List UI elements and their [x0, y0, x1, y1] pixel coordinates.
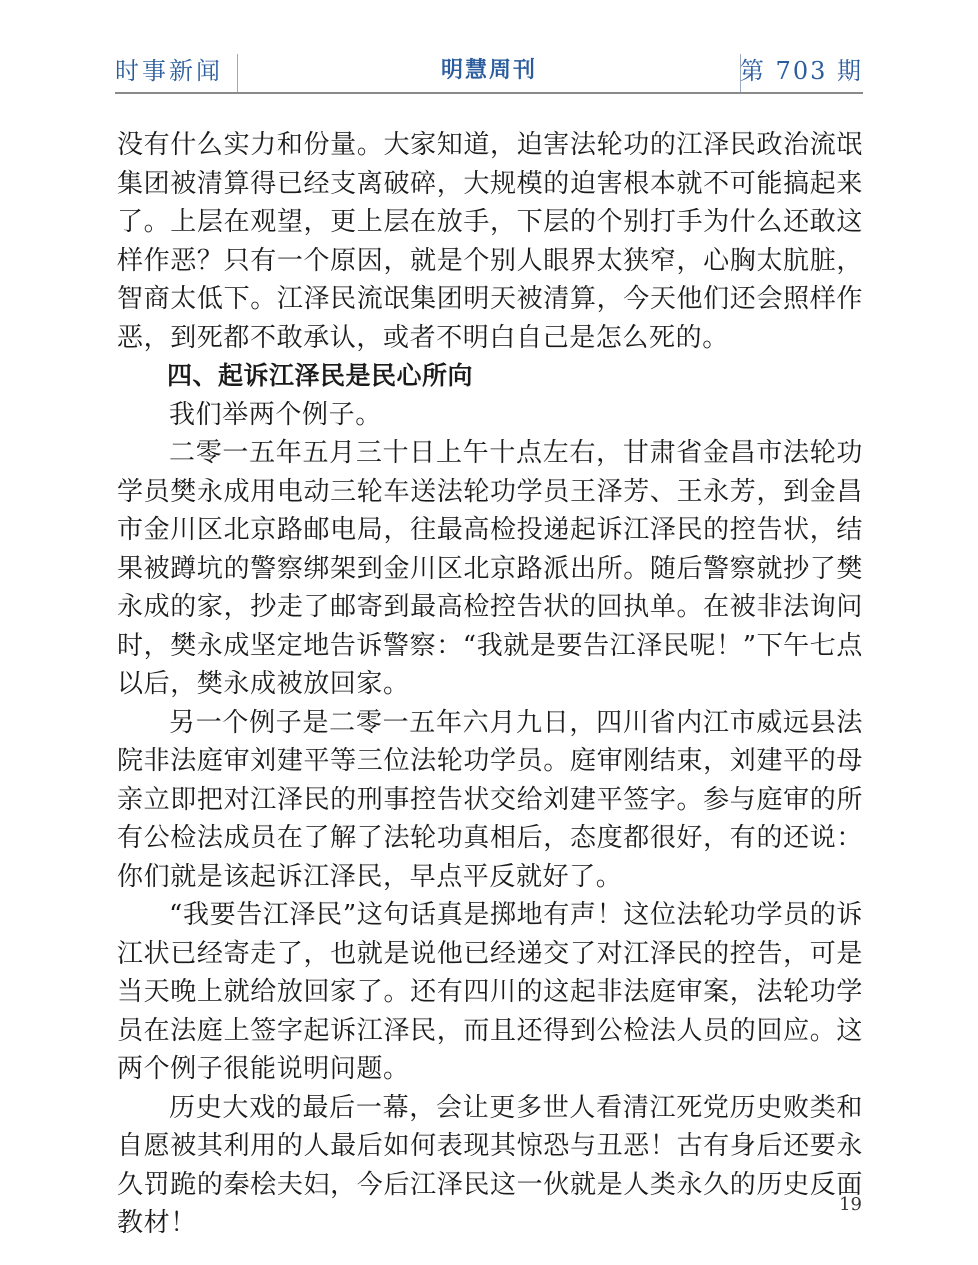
article-body [117, 126, 863, 1243]
page-number: 19 [839, 1194, 862, 1215]
paragraph-continued: 没有什么实力和份量。大家知道，迫害法轮功的江泽民政治流氓集团被清算得已经支离破碎，大规模的迫害根本就不可能搞起来了。上层在观望，更上层在放手，下层的个别打手为什么还敢这样作恶？只有一个原因，就是个别人眼界太狭窄，心胸太肮脏，智商太低下。江泽民流氓集团明天被清算，今天他们还会照样作恶，到死都不敢承认，或者不明白自己是怎么死的。 [117, 130, 863, 353]
section-label: 时事新闻 [115, 57, 223, 85]
header-rule [115, 92, 863, 94]
paragraph: 另一个例子是二零一五年六月九日，四川省内江市威远县法院非法庭审刘建平等三位法轮功学员。庭审刚结束，刘建平的母亲立即把对江泽民的刑事控告状交给刘建平签字。参与庭审的所有公检法成员在了解了法轮功真相后，态度都很好，有的还说：你们就是该起诉江泽民，早点平反就好了。 [117, 707, 863, 892]
paragraph: “我要告江泽民”这句话真是掷地有声！这位法轮功学员的诉江状已经寄走了，也就是说他已经递交了对江泽民的控告，可是当天晚上就给放回家了。还有四川的这起非法庭审案，法轮功学员在法庭上签字起诉江泽民，而且还得到公检法人员的回应。这两个例子很能说明问题。 [117, 900, 863, 1084]
publication-title: 明慧周刊 [440, 58, 537, 83]
page-header [115, 52, 863, 92]
paragraph: 我们举两个例子。 [169, 399, 382, 430]
paragraph: 二零一五年五月三十日上午十点左右，甘肃省金昌市法轮功学员樊永成用电动三轮车送法轮功学员王泽芳、王永芳，到金昌市金川区北京路邮电局，往最高检投递起诉江泽民的控告状，结果被蹲坑的警察绑架到金川区北京路派出所。随后警察就抄了樊永成的家，抄走了邮寄到最高检控告状的回执单。在被非法询问时，樊永成坚定地告诉警察：“我就是要告江泽民呢！”下午七点以后，樊永成被放回家。 [117, 438, 863, 699]
section-heading: 四、起诉江泽民是民心所向 [167, 361, 474, 390]
issue-number: 第 703 期 [739, 57, 863, 85]
paragraph: 历史大戏的最后一幕，会让更多世人看清江死党历史败类和自愿被其利用的人最后如何表现其惊恐与丑恶！古有身后还要永久罚跪的秦桧夫妇，今后江泽民这一伙就是人类永久的历史反面教材！ [117, 1092, 863, 1238]
